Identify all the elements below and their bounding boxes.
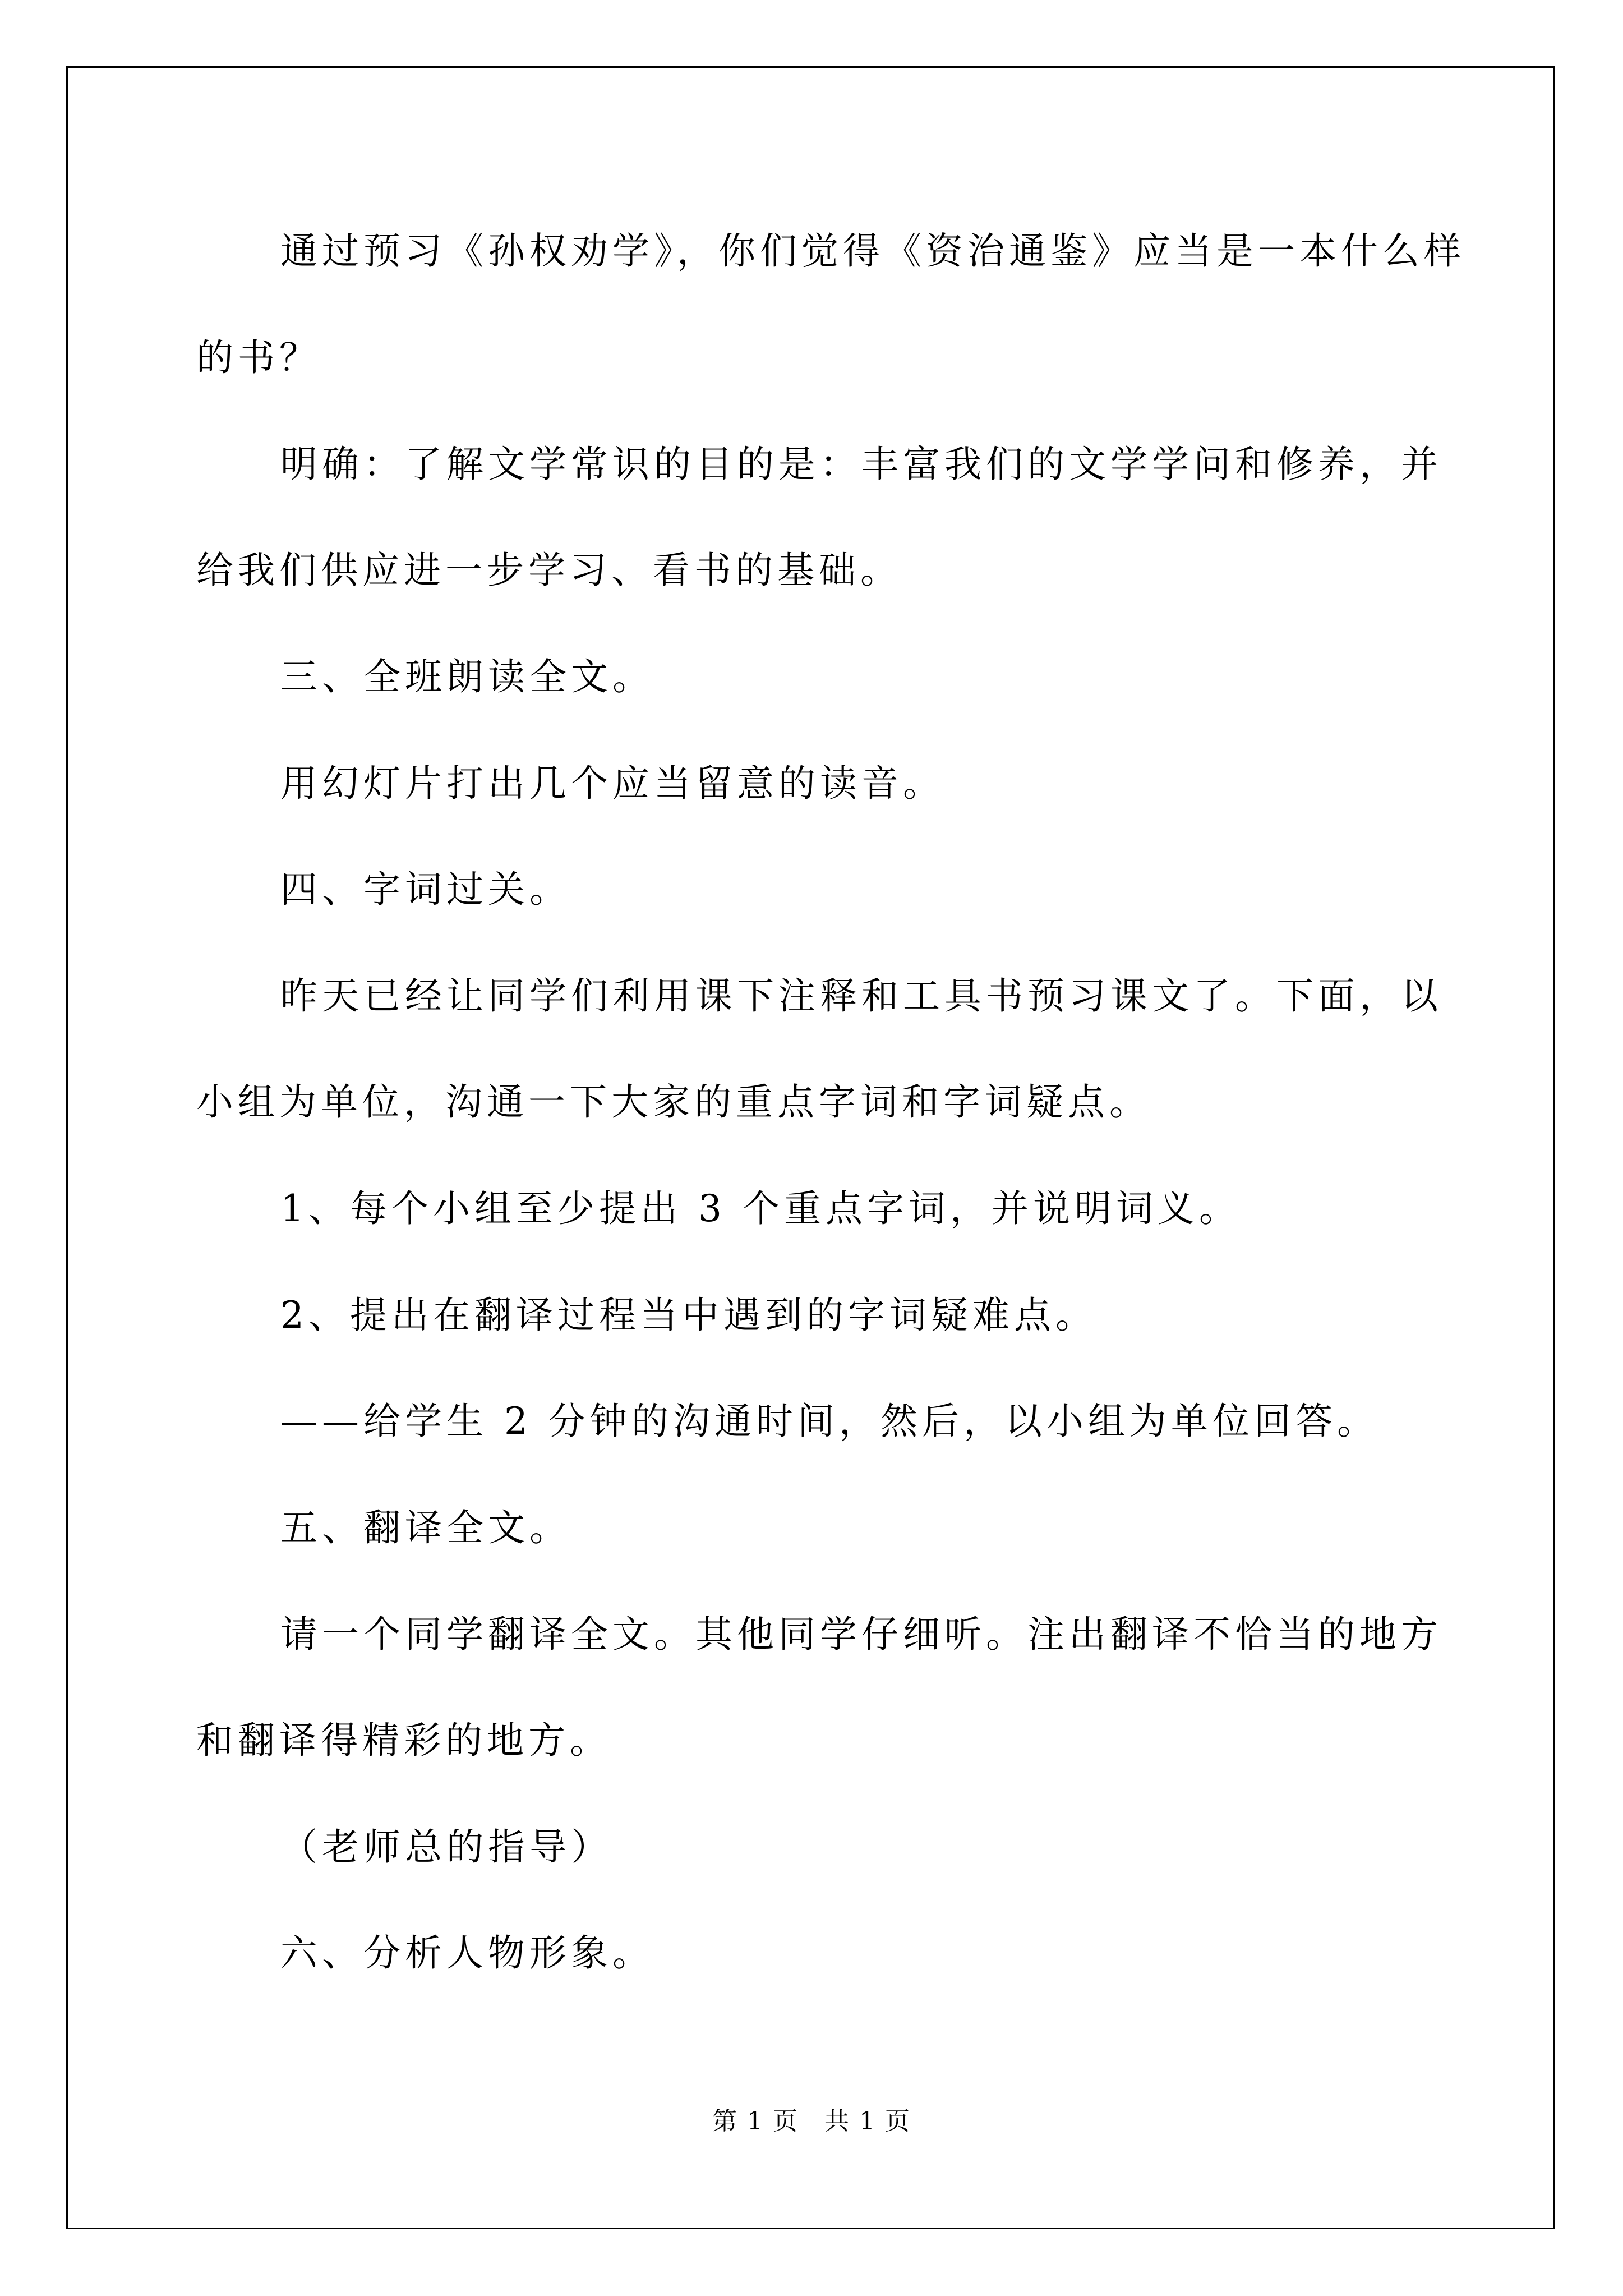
- section-heading: 六、分析人物形象。: [280, 1931, 654, 1975]
- paragraph-line: ——给学生 2 分钟的沟通时间，然后，以小组为单位回答。: [280, 1400, 1378, 1443]
- page-border: [66, 66, 1555, 2229]
- paragraph-line: 请一个同学翻译全文。其他同学仔细听。注出翻译不恰当的地方: [280, 1613, 1442, 1656]
- section-heading: 四、字词过关。: [280, 868, 571, 911]
- section-heading: 三、全班朗读全文。: [280, 655, 654, 698]
- paragraph-line: 给我们供应进一步学习、看书的基础。: [196, 549, 902, 592]
- paragraph-line: 的书？: [196, 336, 321, 379]
- paragraph-line: 通过预习《孙权劝学》，你们觉得《资治通鉴》应当是一本什么样: [280, 229, 1465, 273]
- paragraph-line: 用幻灯片打出几个应当留意的读音。: [280, 762, 944, 805]
- list-item: 2、提出在翻译过程当中遇到的字词疑难点。: [280, 1294, 1097, 1337]
- section-heading: 五、翻译全文。: [280, 1506, 571, 1549]
- paragraph-line: 和翻译得精彩的地方。: [196, 1719, 611, 1762]
- paragraph-line: （老师总的指导）: [280, 1825, 612, 1869]
- paragraph-line: 明确：了解文学常识的目的是：丰富我们的文学学问和修养，并: [280, 443, 1442, 486]
- paragraph-line: 昨天已经让同学们利用课下注释和工具书预习课文了。下面，以: [280, 974, 1442, 1018]
- page-number: 第 1 页 共 1 页: [712, 2107, 911, 2136]
- list-item: 1、每个小组至少提出 3 个重点字词，并说明词义。: [280, 1187, 1241, 1230]
- paragraph-line: 小组为单位，沟通一下大家的重点字词和字词疑点。: [196, 1080, 1151, 1124]
